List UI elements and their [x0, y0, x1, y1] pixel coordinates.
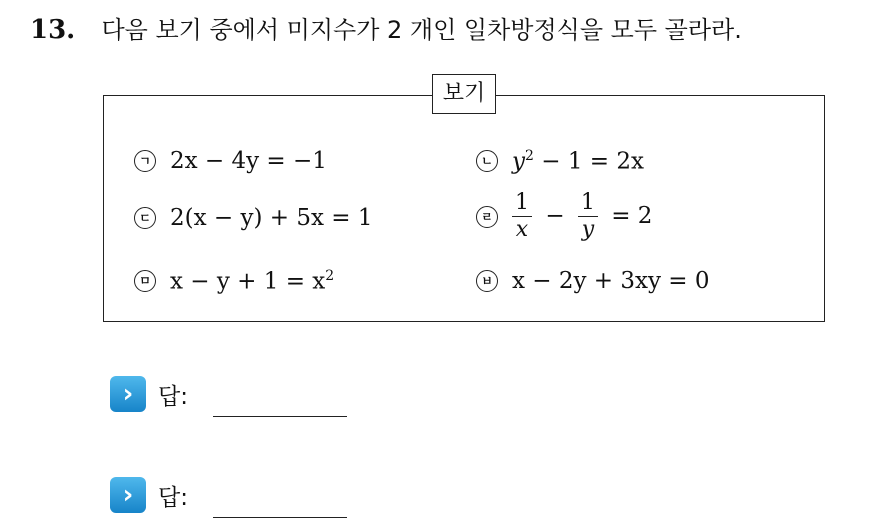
- option-e-mark: ㅁ: [134, 270, 156, 292]
- answer-input-2[interactable]: [213, 517, 347, 518]
- option-f-mark: ㅂ: [476, 270, 498, 292]
- option-b-expr: [512, 148, 644, 175]
- answer-row-1: [110, 376, 188, 412]
- option-b: [476, 148, 644, 175]
- chevron-right-icon: ›: [110, 477, 146, 513]
- option-d-mark: ㄹ: [476, 206, 498, 228]
- option-b-rest: − 1 = 2x: [533, 148, 644, 175]
- answer-label: 답:: [158, 383, 188, 410]
- option-c-expr: 2(x − y) + 5x = 1: [170, 205, 373, 231]
- option-d-frac-1-den: x: [515, 217, 529, 242]
- option-d: [476, 190, 652, 243]
- option-d-rest: = 2: [611, 202, 653, 229]
- option-d-frac-2: [578, 190, 598, 243]
- option-c: [134, 205, 372, 231]
- option-d-expr: [512, 190, 652, 243]
- option-b-exp: 2: [525, 148, 534, 164]
- answer-input-1[interactable]: [213, 416, 347, 417]
- option-e: [134, 268, 334, 295]
- option-e-expr: [170, 268, 334, 295]
- example-box-title: 보기: [432, 74, 496, 114]
- question-header: [30, 10, 742, 45]
- answer-row-2: [110, 477, 188, 513]
- option-b-base: y: [512, 148, 525, 175]
- option-d-frac-1-num: 1: [512, 190, 532, 217]
- option-e-exp: 2: [325, 268, 335, 284]
- option-b-mark: ㄴ: [476, 150, 498, 172]
- option-d-op: −: [545, 202, 565, 229]
- option-a: [134, 148, 327, 174]
- question-number: 13.: [30, 15, 76, 45]
- option-a-expr: 2x − 4y = −1: [170, 148, 327, 174]
- answer-label: 답:: [158, 484, 188, 511]
- question-text: 다음 보기 중에서 미지수가 2 개인 일차방정식을 모두 골라라.: [101, 16, 742, 44]
- option-f-expr: x − 2y + 3xy = 0: [512, 268, 710, 294]
- option-f: [476, 268, 710, 294]
- option-a-mark: ㄱ: [134, 150, 156, 172]
- option-d-frac-1: [512, 190, 532, 243]
- option-d-frac-2-den: y: [581, 217, 595, 242]
- option-d-frac-2-num: 1: [578, 190, 598, 217]
- option-c-mark: ㄷ: [134, 207, 156, 229]
- chevron-right-icon: ›: [110, 376, 146, 412]
- option-e-main: x − y + 1 = x: [170, 268, 326, 295]
